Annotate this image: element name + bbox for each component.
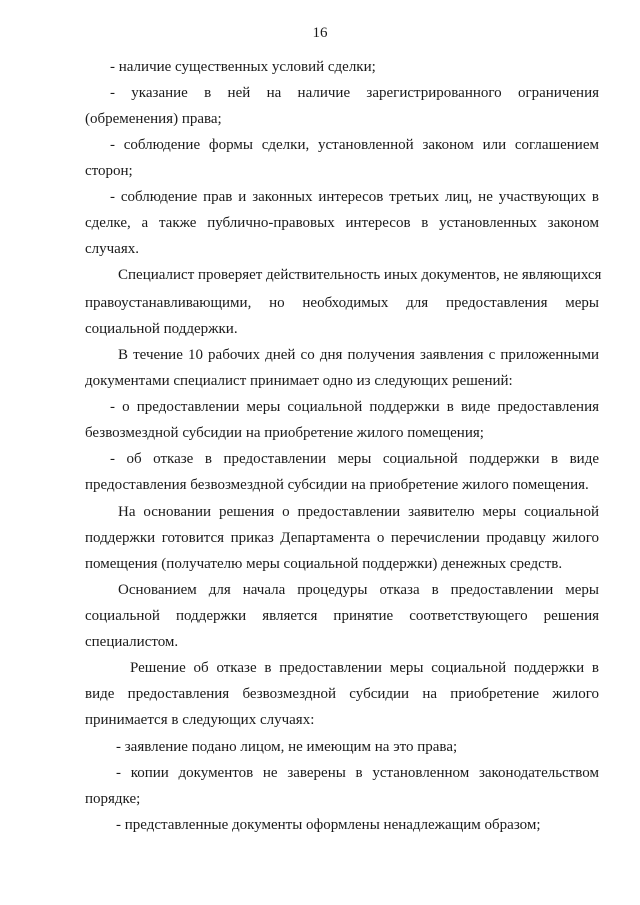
text-line: (обременения) права;	[85, 111, 222, 127]
text-line: правоустанавливающими, но необходимых для предоставления меры	[85, 295, 599, 311]
text-line: виде предоставления безвозмездной субсидии на приобретение жилого	[85, 686, 599, 702]
text-line: принимается в следующих случаях:	[85, 712, 315, 728]
text-line: - копии документов не заверены в установленном законодательством	[116, 765, 599, 781]
text-line: На основании решения о предоставлении заявителю меры социальной	[118, 504, 599, 520]
text-line: - представленные документы оформлены ненадлежащим образом;	[116, 817, 541, 833]
text-line: - наличие существенных условий сделки;	[110, 59, 376, 75]
text-line: помещения (получателю меры социальной поддержки) денежных средств.	[85, 556, 563, 572]
text-line: специалистом.	[85, 634, 179, 650]
page-number: 16	[312, 25, 328, 41]
text-line: социальной поддержки.	[85, 321, 238, 337]
text-line: документами специалист принимает одно из следующих решений:	[85, 373, 513, 389]
text-line: порядке;	[85, 791, 141, 807]
text-line: Основанием для начала процедуры отказа в предоставлении меры	[118, 582, 599, 598]
text-line: В течение 10 рабочих дней со дня получения заявления с приложенными	[118, 347, 599, 363]
text-line: случаях.	[85, 241, 139, 257]
text-line: - соблюдение прав и законных интересов третьих лиц, не участвующих в	[110, 189, 599, 205]
text-line: предоставления безвозмездной субсидии на приобретение жилого помещения.	[85, 477, 589, 493]
text-line: - соблюдение формы сделки, установленной законом или соглашением	[110, 137, 599, 153]
text-line: - указание в ней на наличие зарегистрированного ограничения	[110, 85, 599, 101]
text-line: сторон;	[85, 163, 133, 179]
text-line: - о предоставлении меры социальной поддержки в виде предоставления	[110, 399, 599, 415]
text-line: безвозмездной субсидии на приобретение жилого помещения;	[85, 425, 484, 441]
text-line: сделке, а также публично-правовых интересов в установленных законом	[85, 215, 599, 231]
text-line: Специалист проверяет действительность иных документов, не являющихся	[118, 267, 602, 283]
text-line: Решение об отказе в предоставлении меры социальной поддержки в	[130, 660, 599, 676]
text-line: - заявление подано лицом, не имеющим на это права;	[116, 739, 458, 755]
text-line: поддержки готовится приказ Департамента о перечислении продавцу жилого	[85, 530, 599, 546]
text-line: - об отказе в предоставлении меры социальной поддержки в виде	[110, 451, 599, 467]
text-line: социальной поддержки является принятие соответствующего решения	[85, 608, 599, 624]
